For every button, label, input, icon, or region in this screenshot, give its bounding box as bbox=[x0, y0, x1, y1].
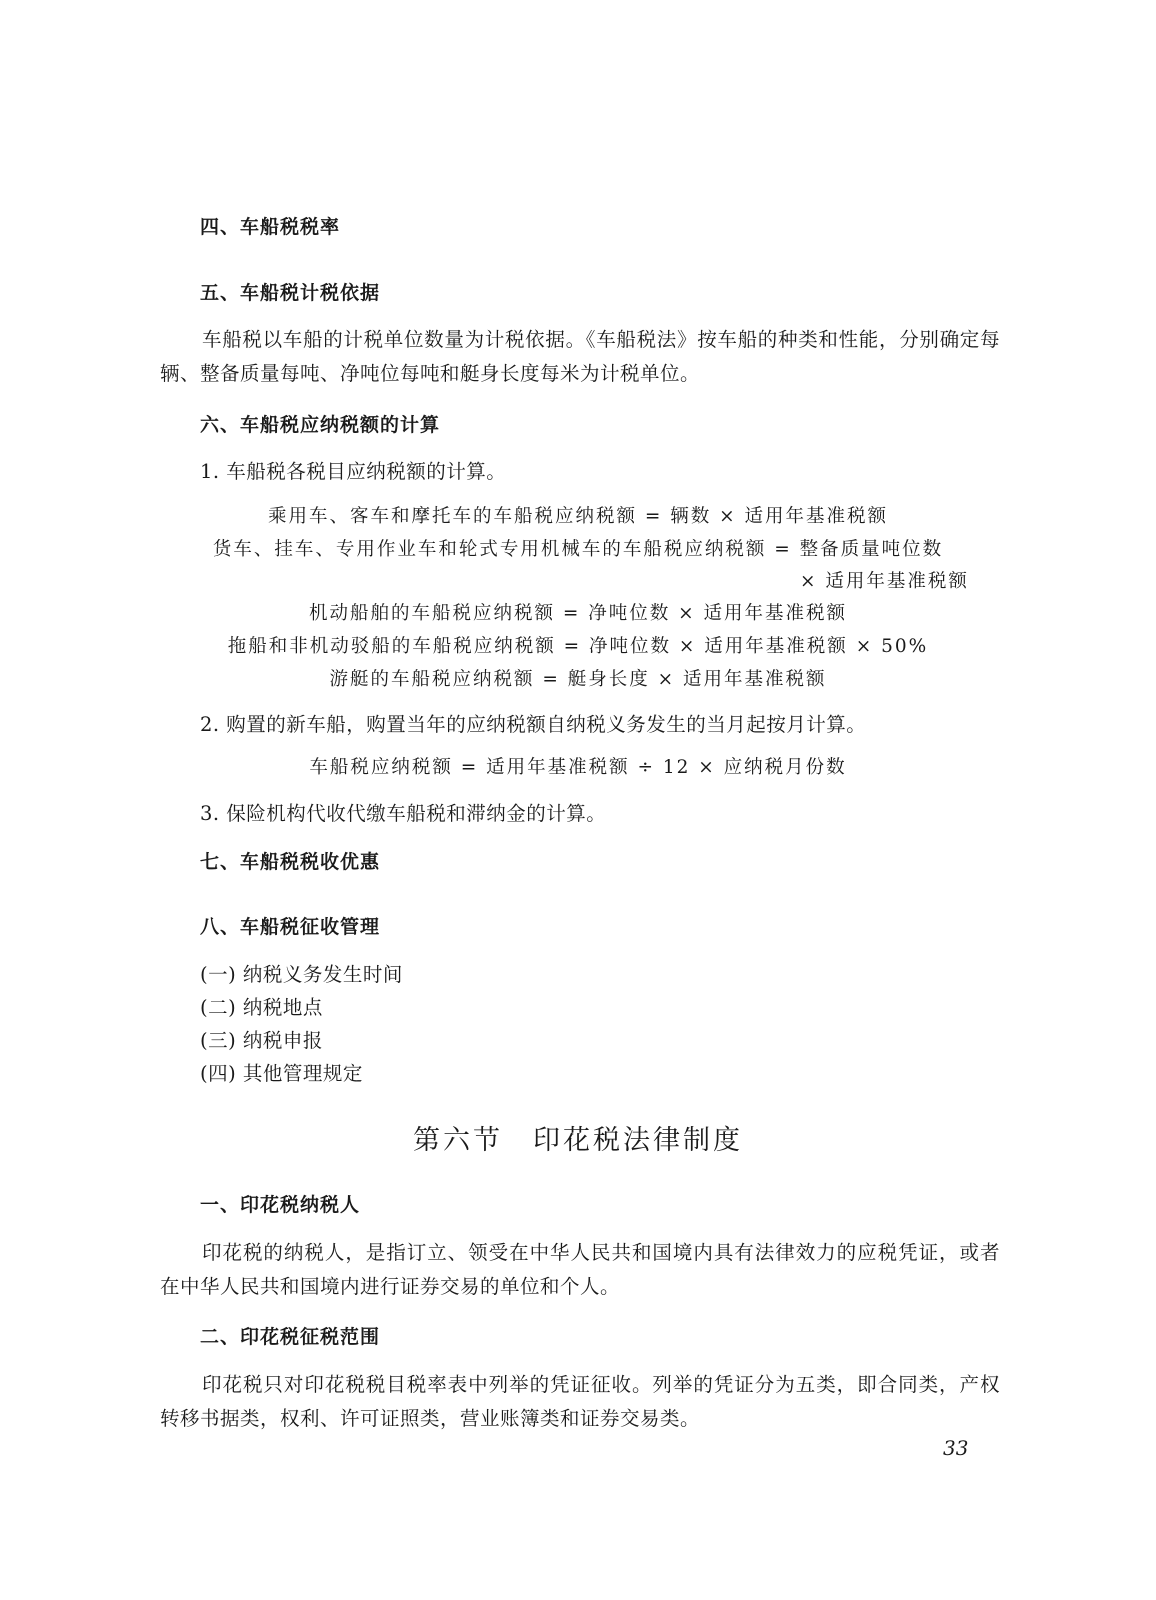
formula-truck: 货车、挂车、专用作业车和轮式专用机械车的车船税应纳税额 = 整备质量吨位数 bbox=[212, 539, 944, 560]
paragraph-stamp-taxpayer: 印花税的纳税人，是指订立、领受在中华人民共和国境内具有法律效力的应税凭证，或者在中华人民共和国境内进行证券交易的单位和个人。 bbox=[160, 1241, 1000, 1298]
formula-passenger-car: 乘用车、客车和摩托车的车船税应纳税额 = 辆数 × 适用年基准税额 bbox=[267, 506, 889, 527]
paragraph-tax-basis: 车船税以车船的计税单位数量为计税依据。《车船税法》按车船的种类和性能，分别确定每辆、整备质量每吨、净吨位每吨和艇身长度每米为计税单位。 bbox=[160, 328, 1000, 385]
heading-collection-management: 八、车船税征收管理 bbox=[200, 916, 381, 938]
item-calculation-3: 3. 保险机构代收代缴车船税和滞纳金的计算。 bbox=[200, 802, 607, 825]
heading-stamp-taxpayer: 一、印花税纳税人 bbox=[200, 1194, 361, 1216]
heading-vehicle-tax-basis: 五、车船税计税依据 bbox=[200, 282, 381, 304]
formula-yacht: 游艇的车船税应纳税额 = 艇身长度 × 适用年基准税额 bbox=[329, 669, 827, 690]
heading-stamp-scope: 二、印花税征税范围 bbox=[200, 1326, 381, 1348]
list-item: (一) 纳税义务发生时间 bbox=[200, 963, 403, 986]
page-number: 33 bbox=[943, 1436, 969, 1460]
item-calculation-1: 1. 车船税各税目应纳税额的计算。 bbox=[200, 460, 507, 483]
paragraph-stamp-scope: 印花税只对印花税税目税率表中列举的凭证征收。列举的凭证分为五类，即合同类，产权转移书据类，权利、许可证照类，营业账簿类和证券交易类。 bbox=[160, 1373, 1000, 1430]
section-title: 第六节 印花税法律制度 bbox=[413, 1125, 743, 1156]
formula-new-vehicle: 车船税应纳税额 = 适用年基准税额 ÷ 12 × 应纳税月份数 bbox=[309, 757, 847, 778]
heading-tax-calculation: 六、车船税应纳税额的计算 bbox=[200, 414, 441, 436]
formula-tug-barge: 拖船和非机动驳船的车船税应纳税额 = 净吨位数 × 适用年基准税额 × 50% bbox=[227, 636, 929, 657]
heading-tax-preference: 七、车船税税收优惠 bbox=[200, 851, 381, 873]
list-item: (三) 纳税申报 bbox=[200, 1029, 323, 1052]
heading-vehicle-tax-rate: 四、车船税税率 bbox=[200, 216, 341, 238]
list-item: (四) 其他管理规定 bbox=[200, 1062, 363, 1085]
formula-truck-continued: × 适用年基准税额 bbox=[800, 571, 969, 592]
item-calculation-2: 2. 购置的新车船，购置当年的应纳税额自纳税义务发生的当月起按月计算。 bbox=[200, 713, 867, 736]
formula-motor-ship: 机动船舶的车船税应纳税额 = 净吨位数 × 适用年基准税额 bbox=[308, 603, 848, 624]
list-item: (二) 纳税地点 bbox=[200, 996, 323, 1019]
